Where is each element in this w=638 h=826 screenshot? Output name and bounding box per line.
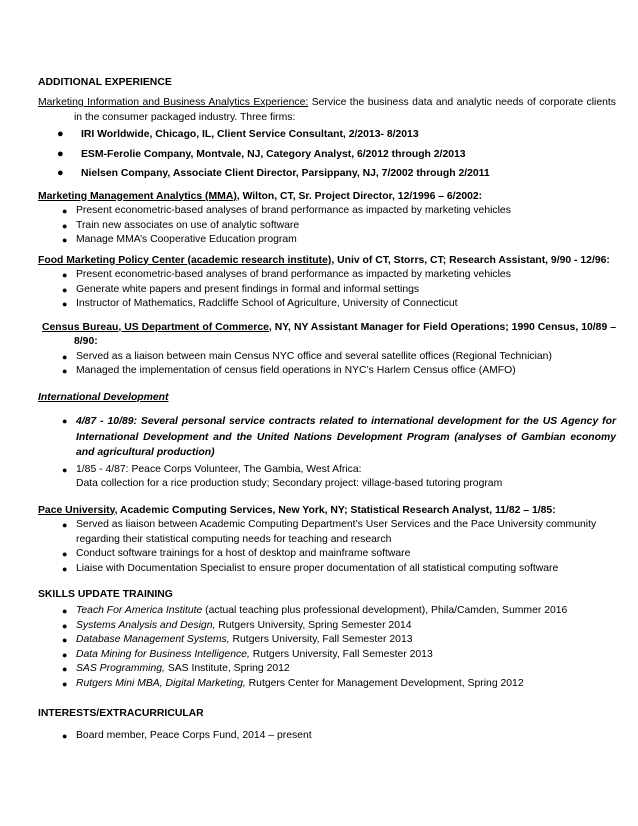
fmpc-heading: Food Marketing Policy Center (academic research institute), Univ of CT, Storrs, CT; Research Assistant, 9/90 - 12/96: [38,254,610,266]
pace-list [38,518,616,576]
firm-list [38,125,616,184]
list-item: ● Present econometric-based analyses of brand performance as impacted by marketing vehicles [38,204,616,219]
list-item: ● Conduct software trainings for a host of desktop and mainframe software [38,547,616,562]
bullet-icon: ● [62,649,68,660]
list-item: ● Manage MMA’s Cooperative Education program [38,233,616,248]
bullet-icon: ● [62,299,68,309]
list-item: ● Nielsen Company, Associate Client Director, Parsippany, NJ, 7/2002 through 2/2011 [38,164,616,184]
list-item: ● Rutgers Mini MBA, Digital Marketing, Rutgers Center for Management Development, Spring 2012 [38,677,616,692]
bullet-icon: ● [62,220,68,231]
bullet-icon: ● [62,549,68,559]
marketing-analytics-intro [38,96,616,125]
bullet-icon: ● [62,235,68,245]
list-item: ● Instructor of Mathematics, Radcliffe School of Agriculture, University of Connecticut [38,297,616,312]
bullet-icon: ● [62,520,68,530]
list-item: ● Served as a liaison between main Census NYC office and several satellite offices (Regional Technician) [38,350,616,365]
mma-heading: Marketing Management Analytics (MMA), Wilton, CT, Sr. Project Director, 12/1996 – 6/2002: [38,190,483,202]
list-item: ● Served as liaison between Academic Computing Department’s User Services and the Pace University community regarding their statistical computing needs for teaching and research [62,519,597,545]
bullet-icon: ● [62,635,68,645]
bullet-icon: ● [62,416,68,426]
bullet-icon: ● [62,206,68,216]
bullet-icon: ● [62,270,68,280]
interests-list [38,729,616,744]
list-item: ● Data Mining for Business Intelligence, Rutgers University, Fall Semester 2013 [38,648,616,663]
bullet-icon: ● [57,167,64,179]
census-list [38,350,616,379]
list-item: ● Systems Analysis and Design, Rutgers University, Spring Semester 2014 [38,619,616,634]
list-item: ● Train new associates on use of analytic software [38,219,616,234]
bullet-icon: ● [62,731,68,741]
list-item: ● Database Management Systems, Rutgers University, Fall Semester 2013 [38,633,616,648]
bullet-icon: ● [62,563,68,574]
bullet-icon: ● [62,606,68,616]
census-heading: Census Bureau, US Department of Commerce, NY, NY Assistant Manager for Field Operations; 1990 Census, 10/89 – 8/90: [42,321,616,347]
bullet-icon: ● [62,351,68,362]
international-list [38,414,616,492]
bullet-icon: ● [62,678,68,689]
bullet-icon: ● [62,620,68,631]
list-item: ● Board member, Peace Corps Fund, 2014 – present [38,729,616,744]
list-item: ● Present econometric-based analyses of brand performance as impacted by marketing vehicles [38,268,616,283]
resume-page [38,76,616,744]
skills-list [38,604,616,691]
list-item: ● 1/85 - 4/87: Peace Corps Volunteer, The Gambia, West Africa: Data collection for a rice production study; Secondary project: village-based tutoring program [62,463,503,489]
marketing-analytics-heading: Marketing Information and Business Analytics Experience: [38,97,309,108]
bullet-icon: ● [57,147,64,160]
list-item: ● Generate white papers and present findings in formal and informal settings [38,283,616,298]
interests-title: INTERESTS/EXTRACURRICULAR [38,708,204,719]
list-item: ● Managed the implementation of census field operations in NYC’s Harlem Census office (AMFO) [38,364,616,379]
additional-experience-title: ADDITIONAL EXPERIENCE [38,77,172,88]
bullet-icon: ● [62,284,68,295]
international-development-title: International Development [38,391,169,403]
bullet-icon: ● [57,128,64,140]
list-item: ● 4/87 - 10/89: Several personal service contracts related to international development for the US Agency for International Development and the United Nations Development Program (analyses of Gambian economy and agricultural production) [62,416,616,458]
list-item: ● Liaise with Documentation Specialist to ensure proper documentation of all statistical computing software [38,562,616,577]
list-item: ● SAS Programming, SAS Institute, Spring 2012 [38,662,616,677]
fmpc-list [38,268,616,312]
marketing-analytics-text: Service the business data and analytic needs of corporate clients in the consumer packaged industry. Three firms: [74,97,617,123]
skills-title: SKILLS UPDATE TRAINING [38,589,173,600]
bullet-icon: ● [62,464,68,475]
list-item: ● Teach For America Institute (actual teaching plus professional development), Phila/Camden, Summer 2016 [38,604,616,619]
bullet-icon: ● [62,366,68,376]
list-item: ● IRI Worldwide, Chicago, IL, Client Service Consultant, 2/2013- 8/2013 [38,125,616,145]
pace-heading: Pace University, Academic Computing Services, New York, NY; Statistical Research Analyst, 11/82 – 1/85: [38,504,556,516]
list-item: ● ESM-Ferolie Company, Montvale, NJ, Category Analyst, 6/2012 through 2/2013 [38,145,616,165]
bullet-icon: ● [62,664,68,674]
mma-list [38,204,616,248]
